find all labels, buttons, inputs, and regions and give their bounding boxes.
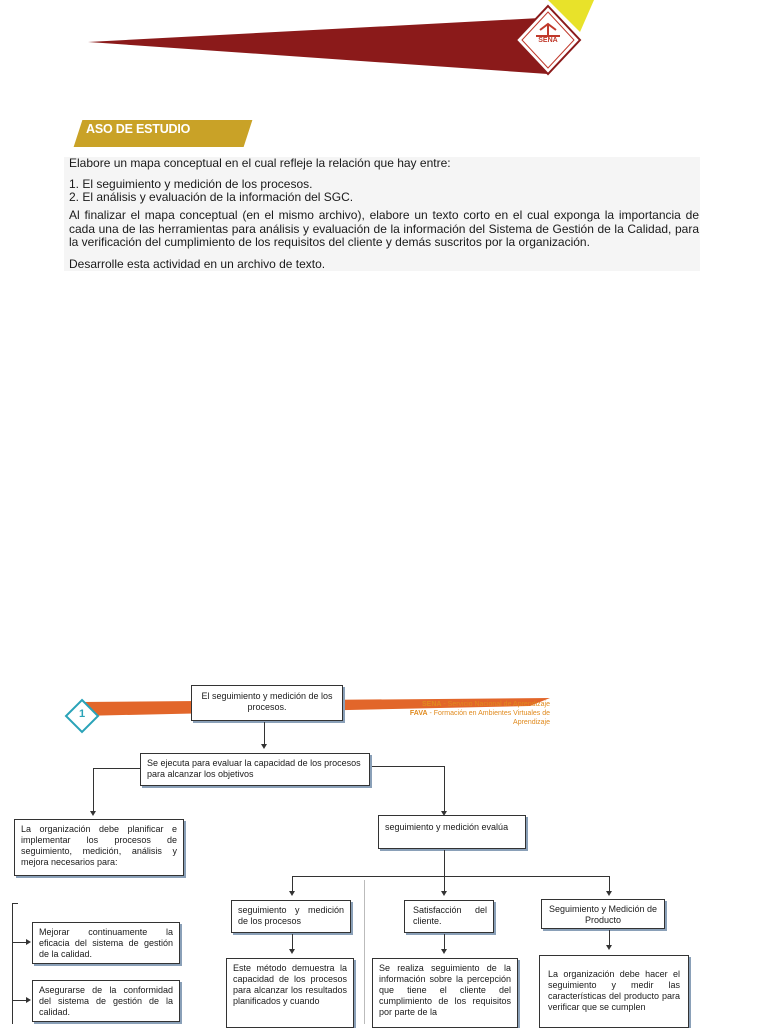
connector bbox=[264, 722, 265, 744]
instructions-closing: Desarrolle esta actividad en un archivo de texto. bbox=[69, 257, 326, 271]
connector bbox=[444, 934, 445, 949]
sena-desc: - Servicio Nacional de Aprendizaje bbox=[441, 701, 550, 708]
arrow-down-icon bbox=[441, 891, 447, 896]
branch-title-text-1: seguimiento y medición de los procesos bbox=[238, 905, 344, 926]
instructions-panel bbox=[64, 157, 700, 271]
left-item-text-2: Asegurarse de la conformidad del sistema de gestión de la calidad. bbox=[39, 985, 173, 1017]
connector bbox=[444, 766, 445, 811]
map-number-badge: 1 bbox=[78, 708, 86, 720]
divider bbox=[364, 880, 365, 1024]
org-plan-text: La organización debe planificar e implementar los procesos de seguimiento, medición, análisis y mejora necesarios para: bbox=[21, 824, 177, 867]
left-item-text-1: Mejorar continuamente la eficacia del sistema de gestión de la calidad. bbox=[39, 927, 173, 959]
fava-desc-line2: Aprendizaje bbox=[513, 719, 550, 726]
header-graphic bbox=[0, 0, 768, 90]
arrow-right-icon bbox=[26, 997, 31, 1003]
sena-logo-text: SENA bbox=[538, 37, 558, 44]
root-concept-box bbox=[191, 685, 343, 721]
connector bbox=[12, 1000, 26, 1001]
connector bbox=[372, 766, 444, 767]
connector bbox=[292, 876, 293, 891]
purpose-text: Se ejecuta para evaluar la capacidad de los procesos para alcanzar los objetivos bbox=[147, 758, 361, 779]
evaluates-box bbox=[378, 815, 526, 849]
branch-title-box-1 bbox=[231, 900, 351, 933]
branch-detail-text-3: La organización debe hacer el seguimiento y medir las características del producto para verificar que se cumplen bbox=[548, 969, 680, 1012]
header-red-band bbox=[88, 18, 560, 74]
connector bbox=[12, 942, 26, 943]
branch-detail-text-1: Este método demuestra la capacidad de los procesos para alcanzar los resultados planificados y cuando bbox=[233, 963, 347, 1006]
branch-title-text-3: Seguimiento y Medición de Producto bbox=[548, 904, 658, 925]
branch-detail-box-2 bbox=[372, 958, 518, 1028]
connector bbox=[12, 903, 13, 1024]
sena-name: SENA bbox=[421, 701, 442, 708]
branch-title-box-3 bbox=[541, 899, 665, 929]
arrow-down-icon bbox=[441, 949, 447, 954]
connector bbox=[93, 768, 94, 811]
case-study-title: ASO DE ESTUDIO bbox=[86, 122, 191, 136]
instructions-item-2: 2. El análisis y evaluación de la información del SGC. bbox=[69, 190, 354, 204]
purpose-box bbox=[140, 753, 370, 786]
arrow-down-icon bbox=[90, 811, 96, 816]
connector bbox=[444, 850, 445, 876]
root-concept-text: El seguimiento y medición de los procesos. bbox=[201, 691, 333, 712]
arrow-down-icon bbox=[606, 891, 612, 896]
branch-detail-box-3 bbox=[539, 955, 689, 1028]
evaluates-text: seguimiento y medición evalúa bbox=[385, 822, 509, 832]
branch-title-box-2 bbox=[404, 900, 494, 933]
arrow-down-icon bbox=[261, 744, 267, 749]
connector bbox=[444, 876, 445, 891]
sena-credits bbox=[352, 700, 550, 727]
instructions-intro: Elabore un mapa conceptual en el cual refleje la relación que hay entre: bbox=[69, 156, 451, 170]
connector bbox=[609, 876, 610, 891]
fava-desc: - Formación en Ambientes Virtuales de bbox=[427, 710, 550, 717]
connector bbox=[93, 768, 140, 769]
arrow-right-icon bbox=[26, 939, 31, 945]
left-item-box-1 bbox=[32, 922, 180, 964]
instructions-item-1: 1. El seguimiento y medición de los procesos. bbox=[69, 177, 313, 191]
left-item-box-2 bbox=[32, 980, 180, 1022]
branch-detail-box-1 bbox=[226, 958, 354, 1028]
branch-title-text-2: Satisfacción del cliente. bbox=[413, 905, 487, 926]
org-plan-box bbox=[14, 819, 184, 876]
fava-name: FAVA bbox=[409, 710, 428, 717]
branch-detail-text-2: Se realiza seguimiento de la información sobre la percepción que tiene el cliente del cumplimiento de los requisitos por parte de la bbox=[379, 963, 511, 1017]
connector bbox=[12, 903, 18, 904]
arrow-down-icon bbox=[289, 891, 295, 896]
connector bbox=[292, 934, 293, 949]
connector bbox=[609, 930, 610, 945]
arrow-down-icon bbox=[289, 949, 295, 954]
arrow-down-icon bbox=[606, 945, 612, 950]
connector bbox=[292, 876, 610, 877]
instructions-paragraph: Al finalizar el mapa conceptual (en el mismo archivo), elabore un texto corto en el cual exponga la importancia de cada una de las herramientas para análisis y evaluación de la información del Sistema de Gestión de la Calidad, para la verificación del cumplimiento de los requisitos del cliente y demás suscritos por la organización. bbox=[69, 208, 699, 249]
